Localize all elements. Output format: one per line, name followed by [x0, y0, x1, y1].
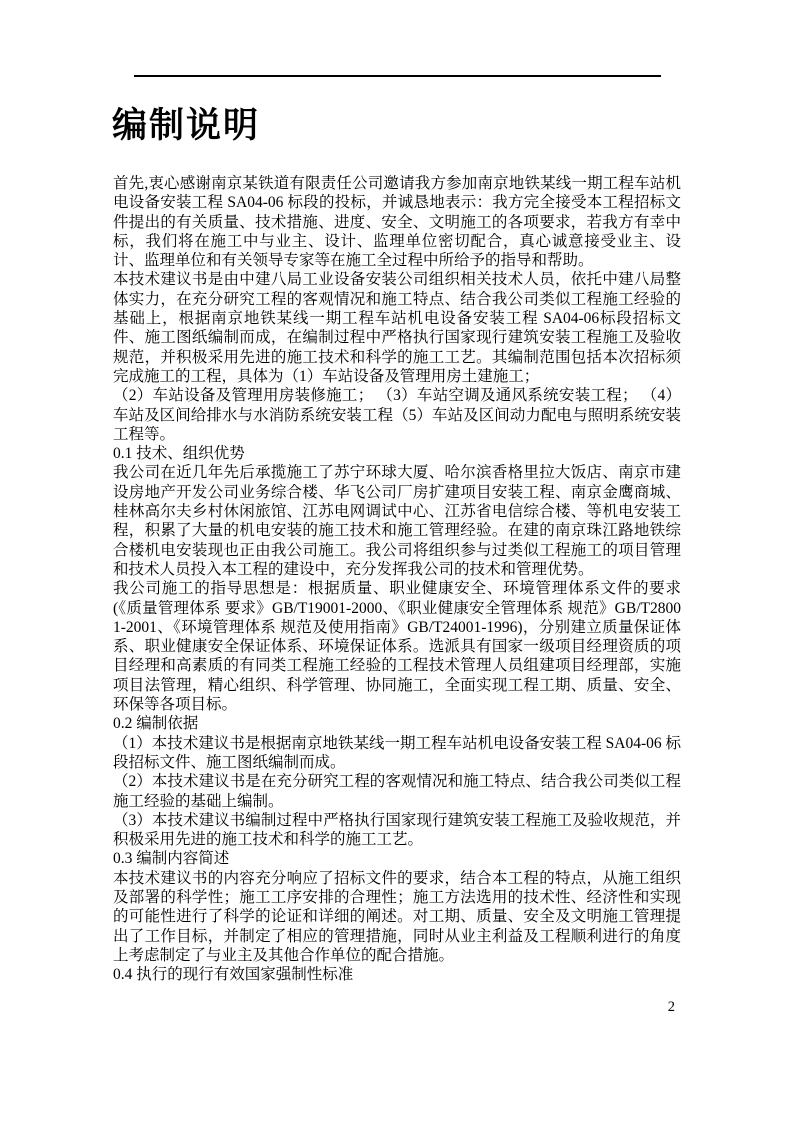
header-rule [134, 75, 661, 77]
section-heading-0-1: 0.1 技术、组织优势 [113, 445, 245, 463]
paragraph-content-brief: 本技术建议书的内容充分响应了招标文件的要求，结合本工程的特点，从施工组织及部署的科学性；施工工序安排的合理性；施工方法选用的技术性、经济性和实现的可能性进行了科学的论证和详细的阐述。对工期、质量、安全及文明施工管理提出了工作目标，并制定了相应的管理措施，同时从业主利益及工程顺利进行的角度上考虑制定了与业主及其他合作单位的配合措施。 [113, 869, 681, 964]
paragraph-basis-item-3: （3）本技术建议书编制过程中严格执行国家现行建筑安装工程施工及验收规范，并积极采用先进的施工技术和科学的施工工艺。 [113, 811, 681, 849]
document-body [113, 174, 681, 984]
paragraph-intro: 首先,衷心感谢南京某铁道有限责任公司邀请我方参加南京地铁某线一期工程车站机电设备安装工程 SA04-06 标段的投标，并诚恳地表示：我方完全接受本工程招标文件提出的有关质量、技术措施、进度、安全、文明施工的各项要求，若我方有幸中标，我们将在施工中与业主、设计、监理单位密切配合，真心诚意接受业主、设计、监理单位和有关领导专家等在施工全过程中所给予的指导和帮助。 [113, 175, 681, 270]
page-title: 编制说明 [112, 106, 261, 145]
section-heading-0-3: 0.3 编制内容简述 [113, 850, 230, 868]
paragraph-basis: 本技术建议书是由中建八局工业设备安装公司组织相关技术人员，依托中建八局整体实力，在充分研究工程的客观情况和施工特点、结合我公司类似工程施工经验的基础上，根据南京地铁某线一期工程车站机电设备安装工程 SA04-06标段招标文件、施工图纸编制而成，在编制过程中严格执行国家现行建筑安装工程施工及验收规范，并积极采用先进的施工技术和科学的施工工艺。其编制范围包括本次招标须完成施工的工程，具体为（1）车站设备及管理用房土建施工； [113, 271, 681, 385]
paragraph-basis-item-2: （2）本技术建议书是在充分研究工程的客观情况和施工特点、结合我公司类似工程施工经验的基础上编制。 [113, 773, 681, 810]
paragraph-guideline: 我公司施工的指导思想是：根据质量、职业健康安全、环境管理体系文件的要求(《质量管理体系 要求》GB/T19001-2000、《职业健康安全管理体系 规范》GB/T28001-2001、《环境管理体系 规范及使用指南》GB/T24001-1996)，分别建立质量保证体系、职业健康安全保证体系、环境保证体系。选派具有国家一级项目经理资质的项目经理和高素质的有同类工程施工经验的工程技术管理人员组建项目经理部，实施项目法管理，精心组织、科学管理、协同施工，全面实现工程工期、质量、安全、环保等各项目标。 [113, 580, 681, 714]
section-heading-0-2: 0.2 编制依据 [113, 715, 199, 733]
paragraph-basis-item-1: （1）本技术建议书是根据南京地铁某线一期工程车站机电设备安装工程 SA04-06 标段招标文件、施工图纸编制而成。 [113, 734, 681, 771]
paragraph-scope-list: （2）车站设备及管理用房装修施工； （3）车站空调及通风系统安装工程； （4）车站及区间给排水与水消防系统安装工程（5）车站及区间动力配电与照明系统安装工程等。 [113, 387, 681, 443]
section-heading-0-4: 0.4 执行的现行有效国家强制性标准 [113, 966, 354, 984]
page-number: 2 [667, 999, 675, 1015]
paragraph-experience: 我公司在近几年先后承揽施工了苏宁环球大厦、哈尔滨香格里拉大饭店、南京市建设房地产开发公司业务综合楼、华飞公司厂房扩建项目安装工程、南京金鹰商城、桂林高尔夫乡村休闲旅馆、江苏电网调试中心、江苏省电信综合楼、等机电安装工程，积累了大量的机电安装的施工技术和施工管理经验。在建的南京珠江路地铁综合楼机电安装现也正由我公司施工。我公司将组织参与过类似工程施工的项目管理和技术人员投入本工程的建设中，充分发挥我公司的技术和管理优势。 [113, 464, 681, 578]
